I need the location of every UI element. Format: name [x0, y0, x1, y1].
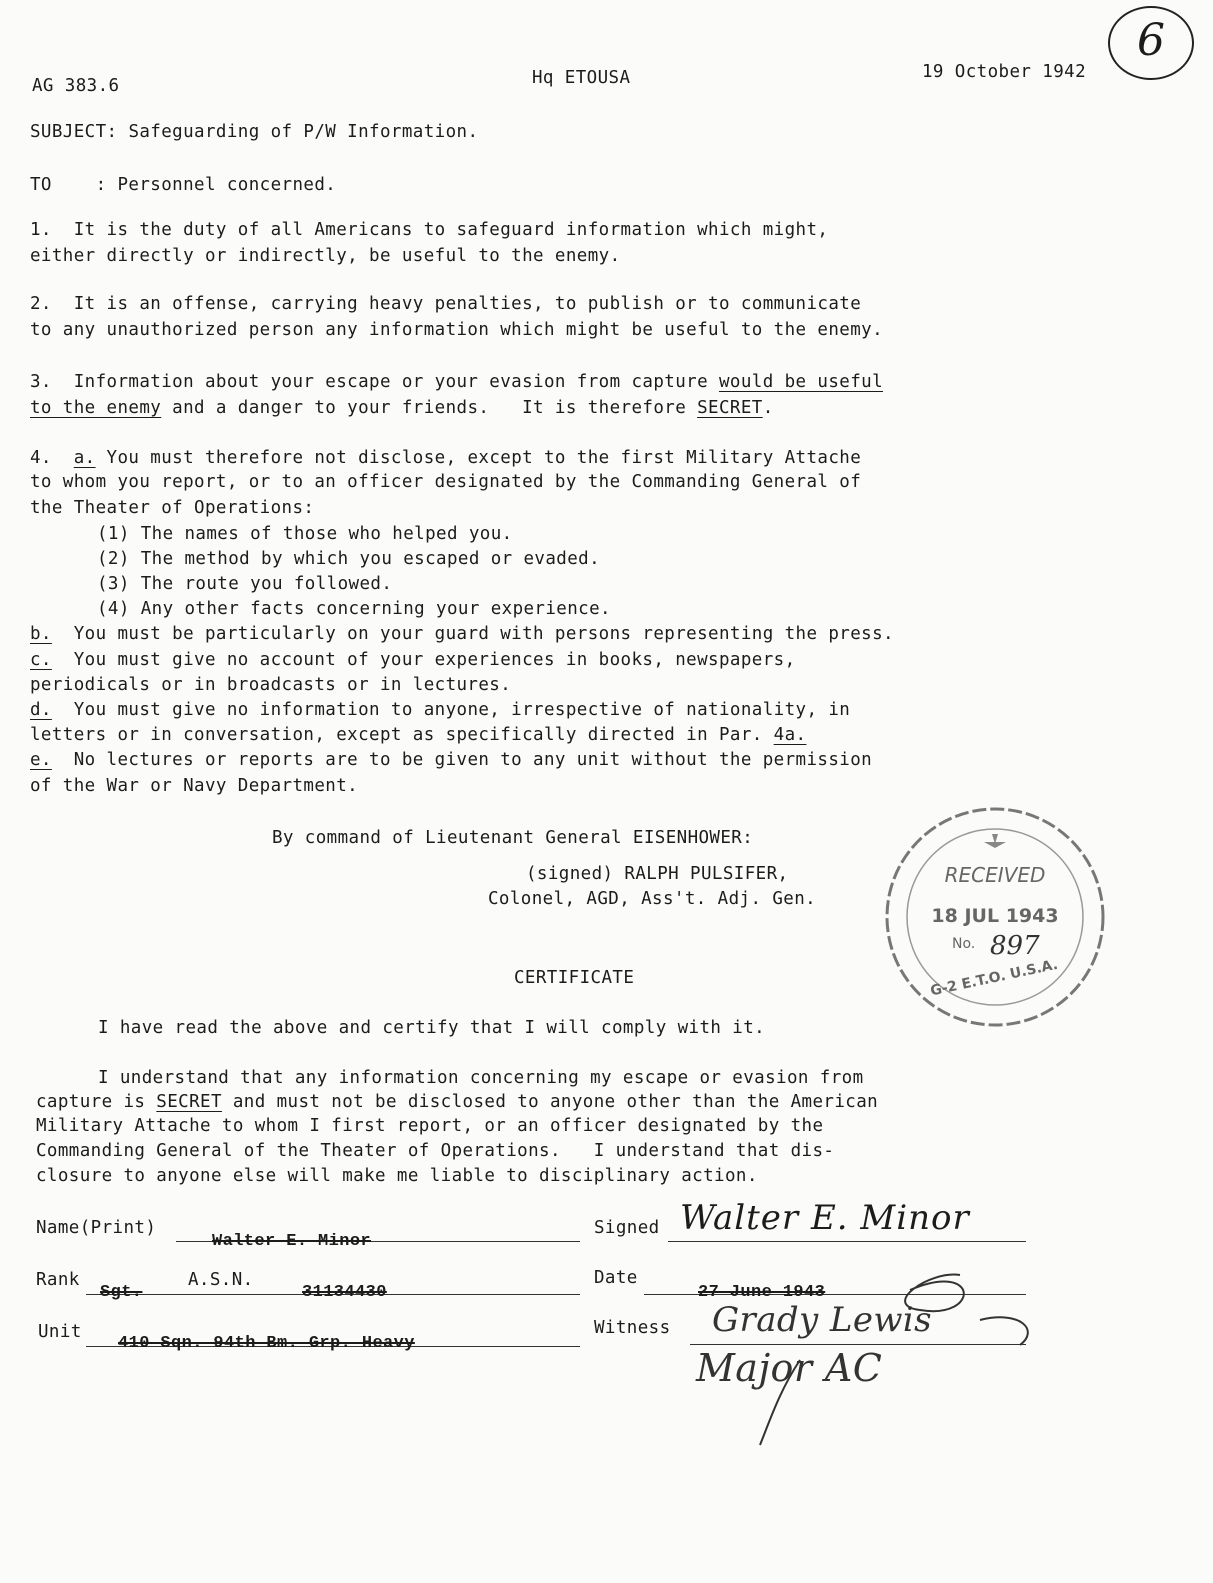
list-item-3: (3) The route you followed. — [97, 574, 393, 594]
para-4b — [30, 622, 894, 646]
to-label: TO — [30, 175, 52, 195]
witness-signature: Grady Lewis — [712, 1300, 932, 1340]
name-value: Walter E. Minor — [212, 1232, 372, 1251]
para-1-line-1: 1. It is the duty of all Americans to safeguard information which might, — [30, 220, 829, 240]
subject-label: SUBJECT: — [30, 122, 118, 142]
page-number: 6 — [1137, 15, 1165, 66]
list-item-1: (1) The names of those who helped you. — [97, 524, 513, 544]
para-4c-line-2: periodicals or in broadcasts or in lectures. — [30, 675, 512, 695]
rank-value: Sgt. — [100, 1283, 143, 1302]
secret-label: SECRET — [697, 398, 763, 418]
certificate-text: capture is — [36, 1092, 157, 1112]
subject-line — [30, 120, 478, 144]
flourish-tail — [760, 1360, 800, 1445]
para-4a-line-1 — [30, 446, 861, 470]
rank-label: Rank — [36, 1270, 80, 1290]
unit-label: Unit — [38, 1322, 82, 1342]
para-4d-text: You must give no information to anyone, irrespective of nationality, in — [51, 700, 851, 720]
date-label: Date — [594, 1268, 638, 1288]
para-4d-text-2: letters or in conversation, except as specifically directed in Par. — [30, 725, 774, 745]
signature-flourish — [680, 1250, 1060, 1450]
certificate-text-2: and must not be disclosed to anyone other than the American — [221, 1092, 879, 1112]
asn-label: A.S.N. — [188, 1270, 254, 1290]
flourish-end — [980, 1317, 1028, 1345]
received-stamp — [880, 802, 1110, 1032]
para-4a-line-3: the Theater of Operations: — [30, 498, 315, 518]
para-4e-text: No lectures or reports are to be given to any unit without the permission — [51, 750, 873, 770]
para-4c-label: c. — [30, 650, 52, 670]
flourish-loop — [905, 1275, 964, 1312]
certificate-secret: SECRET — [156, 1092, 222, 1112]
stamp-office: G-2 E.T.O. U.S.A. — [929, 956, 1060, 1000]
file-reference: AG 383.6 — [32, 76, 120, 96]
para-3-line-2 — [30, 396, 774, 420]
page-number-circle — [1108, 6, 1194, 80]
eagle-icon — [984, 834, 1006, 848]
para-4e-line-2: of the War or Navy Department. — [30, 776, 359, 796]
para-4b-label: b. — [30, 624, 52, 644]
para-3-text-2: and a danger to your friends. It is therefore — [161, 398, 698, 418]
unit-value: 410 Sqn. 94th Bm. Grp. Heavy — [118, 1334, 415, 1353]
para-4a-line-2: to whom you report, or to an officer designated by the Commanding General of — [30, 472, 862, 492]
para-4-number: 4. — [30, 448, 74, 468]
witness-label: Witness — [594, 1318, 671, 1338]
para-4e-label: e. — [30, 750, 52, 770]
headquarters: Hq ETOUSA — [532, 68, 631, 88]
list-item-4: (4) Any other facts concerning your experience. — [97, 599, 611, 619]
by-command-line: By command of Lieutenant General EISENHOWER: — [272, 828, 754, 848]
stamp-date: 18 JUL 1943 — [931, 905, 1059, 927]
para-4a-text: You must therefore not disclose, except to the first Military Attache — [95, 448, 862, 468]
name-label: Name(Print) — [36, 1218, 157, 1238]
to-text: : Personnel concerned. — [95, 175, 337, 195]
para-4d-line-1 — [30, 698, 850, 722]
para-2-line-2: to any unauthorized person any information which might be useful to the enemy. — [30, 320, 883, 340]
para-2-line-1: 2. It is an offense, carrying heavy penalties, to publish or to communicate — [30, 294, 862, 314]
signer-title: Colonel, AGD, Ass't. Adj. Gen. — [488, 889, 817, 909]
certificate-para-2-line-2 — [36, 1090, 878, 1114]
stamp-no-label: No. — [952, 936, 976, 952]
para-4d-label: d. — [30, 700, 52, 720]
signed-label: Signed — [594, 1218, 660, 1238]
signed-rule — [668, 1241, 1026, 1242]
signature: Walter E. Minor — [680, 1198, 970, 1238]
para-4c-line-1 — [30, 648, 796, 672]
stamp-number: 897 — [990, 931, 1040, 961]
para-1-line-2: either directly or indirectly, be useful to the enemy. — [30, 246, 621, 266]
stamp-received: RECEIVED — [944, 863, 1046, 887]
to-line — [30, 173, 336, 197]
para-4c-text: You must give no account of your experiences in books, newspapers, — [51, 650, 796, 670]
para-4d-reference: 4a. — [773, 725, 807, 745]
signed-by-line: (signed) RALPH PULSIFER, — [526, 864, 789, 884]
para-4a-label: a. — [73, 448, 96, 468]
para-4d-line-2 — [30, 723, 806, 747]
witness-rank: Major AC — [696, 1346, 883, 1390]
certificate-para-2-line-4: Commanding General of the Theater of Operations. I understand that dis- — [36, 1141, 835, 1161]
subject-text: Safeguarding of P/W Information. — [128, 122, 479, 142]
para-3-underlined-enemy: to the enemy — [30, 398, 162, 418]
certificate-para-2-line-3: Military Attache to whom I first report, or an officer designated by the — [36, 1116, 824, 1136]
certificate-para-1: I have read the above and certify that I will comply with it. — [98, 1018, 766, 1038]
asn-value: 31134430 — [302, 1283, 387, 1302]
date-value: 27 June 1943 — [698, 1283, 826, 1302]
para-3-line-1 — [30, 370, 883, 394]
certificate-para-2-line-5: closure to anyone else will make me liable to disciplinary action. — [36, 1166, 758, 1186]
para-3-period: . — [762, 398, 774, 418]
para-4b-text: You must be particularly on your guard with persons representing the press. — [51, 624, 894, 644]
certificate-heading: CERTIFICATE — [514, 968, 635, 988]
list-item-2: (2) The method by which you escaped or evaded. — [97, 549, 601, 569]
letter-date: 19 October 1942 — [922, 62, 1087, 82]
para-3-text: 3. Information about your escape or your evasion from capture — [30, 372, 719, 392]
para-3-underlined: would be useful — [718, 372, 884, 392]
para-4e-line-1 — [30, 748, 872, 772]
certificate-para-2-line-1: I understand that any information concerning my escape or evasion from — [98, 1068, 864, 1088]
